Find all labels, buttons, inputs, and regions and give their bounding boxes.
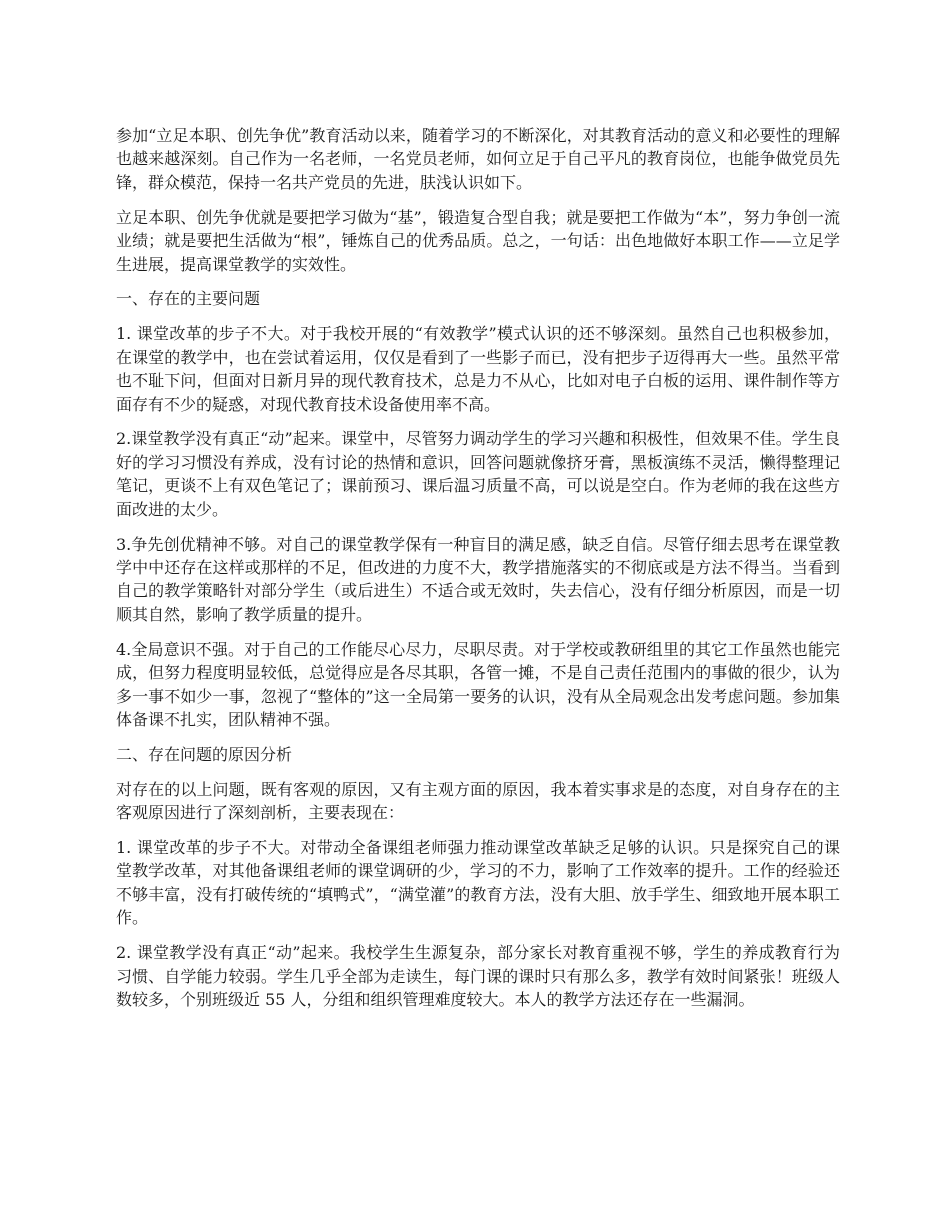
paragraph-problem-4: 4.全局意识不强。对于自己的工作能尽心尽力，尽职尽责。对于学校或教研组里的其它工作虽然也能完成，但努力程度明显较低，总觉得应是各尽其职，各管一摊，不是自己责任范围内的事做的很少，认为多一事不如少一事，忽视了“整体的”这一全局第一要务的认识，没有从全局观念出发考虑问题。参加集体备课不扎实，团队精神不强。 [116, 639, 840, 729]
document-body [116, 124, 840, 1023]
paragraph-problem-1: 1. 课堂改革的步子不大。对于我校开展的“有效教学”模式认识的还不够深刻。虽然自己也积极参加，在课堂的教学中，也在尝试着运用，仅仅是看到了一些影子而已，没有把步子迈得再大一些。虽然平常也不耻下问，但面对日新月异的现代教育技术，总是力不从心，比如对电子白板的运用、课件制作等方面存有不少的疑惑，对现代教育技术设备使用率不高。 [116, 324, 840, 414]
paragraph-causes-intro: 对存在的以上问题，既有客观的原因，又有主观方面的原因，我本着实事求是的态度，对自身存在的主客观原因进行了深刻剖析，主要表现在： [116, 779, 840, 823]
paragraph-cause-2: 2. 课堂教学没有真正“动”起来。我校学生生源复杂，部分家长对教育重视不够，学生的养成教育行为习惯、自学能力较弱。学生几乎全部为走读生，每门课的课时只有那么多，教学有效时间紧张！班级人数较多，个别班级近 55 人，分组和组织管理难度较大。本人的教学方法还存在一些漏洞。 [116, 943, 840, 1009]
paragraph-intro: 参加“立足本职、创先争优”教育活动以来，随着学习的不断深化，对其教育活动的意义和必要性的理解也越来越深刻。自己作为一名老师，一名党员老师，如何立足于自己平凡的教育岗位，也能争做党员先锋，群众模范，保持一名共产党员的先进，肤浅认识如下。 [116, 126, 840, 192]
paragraph-definition: 立足本职、创先争优就是要把学习做为“基”，锻造复合型自我；就是要把工作做为“本”，努力争创一流业绩；就是要把生活做为“根”，锤炼自己的优秀品质。总之，一句话：出色地做好本职工作——立足学生进展，提高课堂教学的实效性。 [116, 207, 840, 274]
paragraph-problem-2: 2.课堂教学没有真正“动”起来。课堂中，尽管努力调动学生的学习兴趣和积极性，但效果不佳。学生良好的学习习惯没有养成，没有讨论的热情和意识，回答问题就像挤牙膏，黑板演练不灵活，懒得整理记笔记，更谈不上有双色笔记了；课前预习、课后温习质量不高，可以说是空白。作为老师的我在这些方面改进的太少。 [116, 429, 840, 519]
paragraph-cause-1: 1. 课堂改革的步子不大。对带动全备课组老师强力推动课堂改革缺乏足够的认识。只是探究自己的课堂教学改革，对其他备课组老师的课堂调研的少，学习的不力，影响了工作效率的提升。工作的经验还不够丰富，没有打破传统的“填鸭式”，“满堂灌”的教育方法，没有大胆、放手学生、细致地开展本职工作。 [116, 838, 840, 928]
paragraph-problem-3: 3.争先创优精神不够。对自己的课堂教学保有一种盲目的满足感，缺乏自信。尽管仔细去思考在课堂教学中中还存在这样或那样的不足，但改进的力度不大，教学措施落实的不彻底或是方法不得当。当看到自己的教学策略针对部分学生（或后进生）不适合或无效时，失去信心，没有仔细分析原因，而是一切顺其自然，影响了教学质量的提升。 [116, 534, 840, 624]
section-heading-causes: 二、存在问题的原因分析 [116, 744, 293, 764]
section-heading-problems: 一、存在的主要问题 [116, 289, 261, 309]
